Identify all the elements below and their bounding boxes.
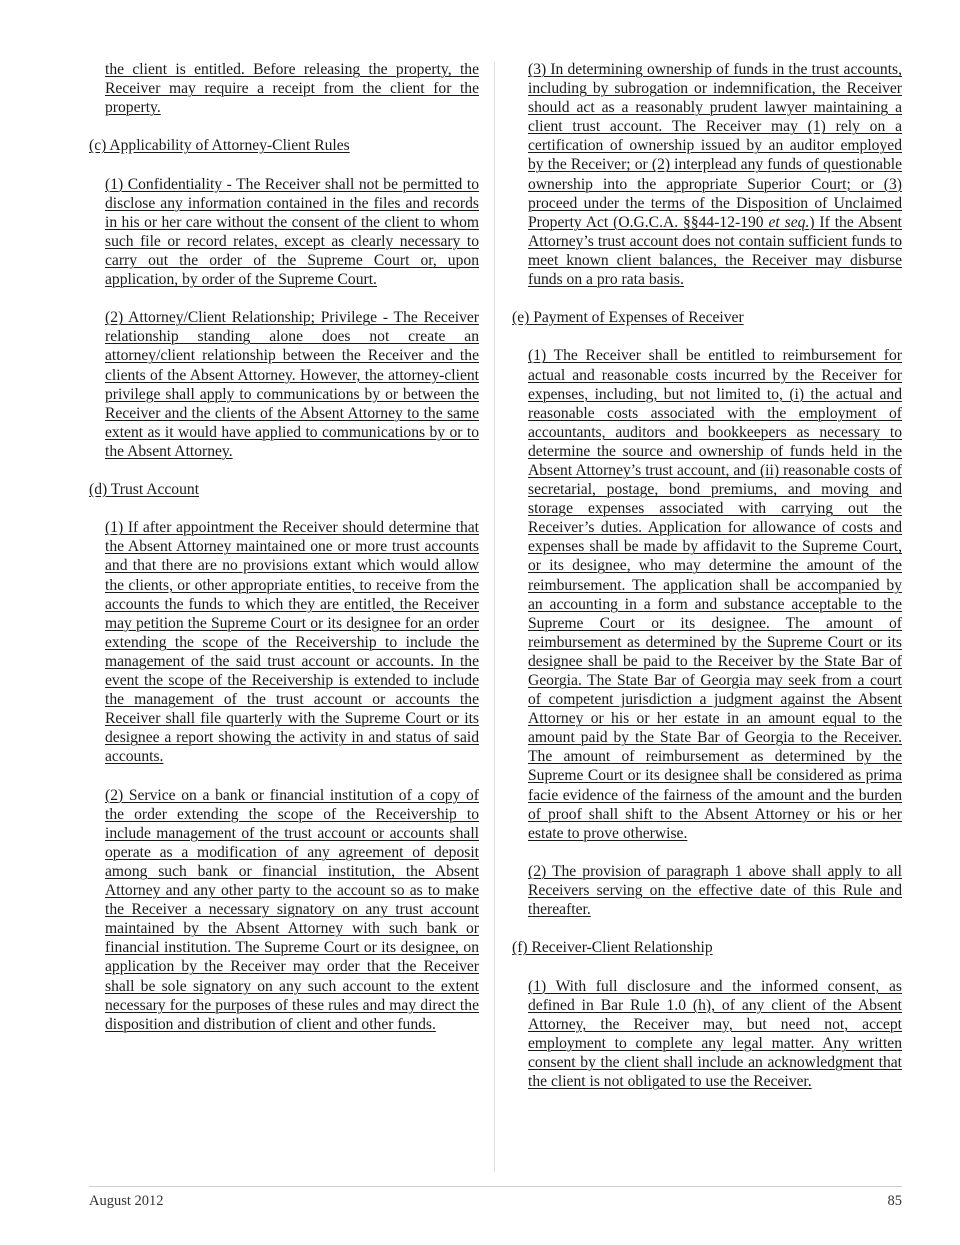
paragraph-f1: (1) With full disclosure and the informed consent, as defined in Bar Rule 1.0 (h), of any client of the Absent Attorney, the Receiver may, but need not, accept employment to complete any legal matter. Any written consent by the client shall include an acknowledgment that the client is not obligated to use the Receiver. [528, 977, 902, 1090]
section-heading-d: (d) Trust Account [89, 481, 200, 499]
footer-rule [89, 1186, 902, 1187]
paragraph-d3-text-a: (3) In determining ownership of funds in the trust accounts, including by subrogation or indemnification, the Receiver should act as a reasonably prudent lawyer maintaining a client trust account. The Receiver may (1) rely on a certification of ownership issued by an auditor employed by the Receiver; or (2) interplead any funds of questionable ownership into the appropriate Superior Court; or (3) proceed under the terms of the Disposition of Unclaimed Property Act (O.G.C.A. §§44-12-190 [528, 61, 902, 231]
page-number: 85 [887, 1193, 902, 1209]
paragraph-c2: (2) Attorney/Client Relationship; Privilege - The Receiver relationship standing alone does not create an attorney/client relationship between the Receiver and the clients of the Absent Attorney. However, the attorney-client privilege shall apply to communications by or between the Receiver and the clients of the Absent Attorney to the same extent as it would have applied to communications by or to the Absent Attorney. [105, 309, 479, 460]
left-column [89, 60, 479, 1053]
paragraph-e1: (1) The Receiver shall be entitled to reimbursement for actual and reasonable costs incurred by the Receiver for expenses, including, but not limited to, (i) the actual and reasonable costs associated with the employment of accountants, auditors and bookkeepers as necessary to determine the source and ownership of funds held in the Absent Attorney’s trust account, and (ii) reasonable costs of secretarial, postage, bond premiums, and moving and storage expenses associated with carrying out the Receiver’s duties. Application for allowance of costs and expenses shall be made by affidavit to the Supreme Court, or its designee, who may determine the amount of the reimbursement. The application shall be accompanied by an accounting in a form and substance acceptable to the Supreme Court or its designee. The amount of reimbursement as determined by the Supreme Court or its designee shall be paid to the Receiver by the State Bar of Georgia. The State Bar of Georgia may seek from a court of competent jurisdiction a judgment against the Absent Attorney or his or her estate in an amount equal to the amount paid by the State Bar of Georgia to the Receiver. The amount of reimbursement as determined by the Supreme Court or its designee shall be considered as prima facie evidence of the fairness of the amount and the burden of proof shall shift to the Absent Attorney or his or her estate to prove otherwise. [528, 347, 902, 842]
paragraph-d2: (2) Service on a bank or financial institution of a copy of the order extending the scope of the Receivership to include management of the trust account or accounts shall operate as a modification of any agreement of deposit among such bank or financial institution, the Absent Attorney and any other party to the account so as to make the Receiver a necessary signatory on any trust account maintained by the Absent Attorney with such bank or financial institution. The Supreme Court or its designee, on application by the Receiver may order that the Receiver shall be sole signatory on any such account to the extent necessary for the purposes of these rules and may direct the disposition and distribution of client and other funds. [105, 786, 479, 1033]
section-heading-f: (f) Receiver-Client Relationship [512, 939, 713, 957]
section-heading-e: (e) Payment of Expenses of Receiver [512, 309, 744, 327]
section-heading-c: (c) Applicability of Attorney-Client Rules [89, 137, 350, 155]
paragraph-c1: (1) Confidentiality - The Receiver shall not be permitted to disclose any information contained in the files and records in his or her care without the consent of the client to whom such file or record relates, except as clearly necessary to carry out the order of the Supreme Court or, upon application, by order of the Supreme Court. [105, 175, 479, 289]
column-divider [494, 62, 495, 1172]
paragraph-d3-text-b: ) If the Absent Attorney’s trust account does not contain sufficient funds to meet known client balances, the Receiver may disburse funds on a pro rata basis. [528, 213, 902, 289]
footer-date: August 2012 [89, 1193, 164, 1209]
paragraph-continued: the client is entitled. Before releasing the property, the Receiver may require a receipt from the client for the property. [105, 61, 479, 117]
paragraph-d1: (1) If after appointment the Receiver should determine that the Absent Attorney maintained one or more trust accounts and that there are no provisions extant which would allow the clients, or other appropriate entities, to receive from the accounts the funds to which they are entitled, the Receiver may petition the Supreme Court or its designee for an order extending the scope of the Receivership to include the management of the said trust account or accounts. In the event the scope of the Receivership is extended to include the management of the trust account or accounts the Receiver shall file quarterly with the Supreme Court or its designee a report showing the activity in and status of said accounts. [105, 519, 479, 766]
right-column [512, 60, 902, 1110]
paragraph-d3 [528, 60, 902, 289]
paragraph-d3-italic: et seq. [768, 213, 810, 231]
paragraph-e2: (2) The provision of paragraph 1 above shall apply to all Receivers serving on the effective date of this Rule and thereafter. [528, 862, 902, 919]
